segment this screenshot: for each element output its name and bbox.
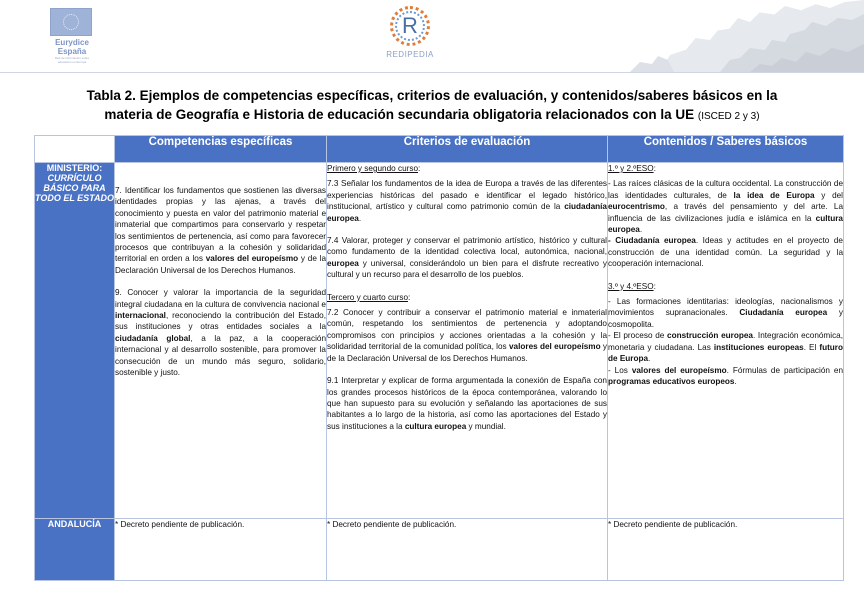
cell-contenidos-andalucia: * Decreto pendiente de publicación. <box>608 519 844 581</box>
redipedia-name: REDIPEDIA <box>386 50 434 59</box>
cell-criterios-andalucia: * Decreto pendiente de publicación. <box>327 519 608 581</box>
page-header <box>0 0 864 73</box>
column-header-contenidos: Contenidos / Saberes básicos <box>608 136 844 163</box>
curriculum-table <box>34 135 844 581</box>
europe-map-icon <box>600 0 864 72</box>
row-header-ministerio: MINISTERIO: CURRÍCULO BÁSICO PARA TODO EL ESTADO <box>35 163 115 519</box>
column-header-criterios: Criterios de evaluación <box>327 136 608 163</box>
row-header-andalucia: ANDALUCÍA <box>35 519 115 581</box>
table-title-line2: materia de Geografía e Historia de educación secundaria obligatoria relacionados con la UE <box>104 107 695 122</box>
redipedia-logo[interactable] <box>375 6 445 68</box>
table-row-andalucia <box>35 519 844 581</box>
eurydice-logo-text: Eurydice España <box>55 38 89 56</box>
table-header-row <box>35 136 844 163</box>
eurydice-logo[interactable] <box>50 8 94 62</box>
eurydice-logo-subtext: Red de información sobre educación en Europa <box>54 56 90 64</box>
column-header-competencias: Competencias específicas <box>115 136 327 163</box>
cell-contenidos-ministerio: 1.º y 2.ºESO: - Las raíces clásicas de la cultura occidental. La construcción de las identidades culturales, de la idea de Europa y del eurocentrismo, a través del pensamiento y del arte. La influencia de las civilizaciones judía e islámica en la cultura europea. - Ciudadanía europea. Ideas y actitudes en el proyecto de construcción de una identidad común. La seguridad y la cooperación internacional. 3.º y 4.ºESO: - Las formaciones identitarias: ideologías, nacionalismos y movimientos supranacionales. Ciudadanía europea y cosmopolita. - El proceso de construcción europea. Integración económica, monetaria y ciudadana. Las instituciones europeas. El futuro de Europa. - Los valores del europeísmo. Fórmulas de participación en programas educativos europeos. <box>608 163 844 519</box>
table-title-line1: Tabla 2. Ejemplos de competencias específicas, criterios de evaluación, y contenidos/saberes básicos en la <box>86 88 778 103</box>
cell-criterios-ministerio: Primero y segundo curso: 7.3 Señalar los fundamentos de la idea de Europa a través de las diferentes experiencias históricas del pasado e identificar el legado histórico, institucional, artístico y cultural como patrimonio común de la ciudadanía europea. 7.4 Valorar, proteger y conservar el patrimonio artístico, histórico y cultural como fundamento de la identidad colectiva local, autonómica, nacional, europea y universal, considerándolo un bien para el disfrute recreativo y cultural y un recurso para el desarrollo de los pueblos. Tercero y cuarto curso: 7.2 Conocer y contribuir a conservar el patrimonio material e inmaterial común, respetando los sentimientos de pertenencia y adoptando compromisos con principios y acciones orientadas a la cohesión y la solidaridad territorial de la comunidad política, los valores del europeísmo y de la Declaración Universal de los Derechos Humanos. 9.1 Interpretar y explicar de forma argumentada la conexión de España con los grandes procesos históricos de la época contemporánea, valorando lo que han supuesto para su evolución y señalando las aportaciones de sus habitantes a lo largo de la historia, así como las aportaciones del Estado y sus instituciones a la cultura europea y mundial. <box>327 163 608 519</box>
table-title-suffix: (ISCED 2 y 3) <box>697 111 760 122</box>
table-row-ministerio <box>35 163 844 519</box>
redipedia-circle-icon: R <box>390 6 430 46</box>
table-title <box>30 86 834 126</box>
eu-flag-icon <box>50 8 92 36</box>
header-blank-cell <box>35 136 115 163</box>
cell-competencias-andalucia: * Decreto pendiente de publicación. <box>115 519 327 581</box>
cell-competencias-ministerio: 7. Identificar los fundamentos que sostienen las diversas identidades propias y las ajenas, a través del conocimiento y puesta en valor del patrimonio material e inmaterial que compartimos para conservarlo y respetar los sentimientos de pertenencia, así como para favorecer procesos que contribuyan a la cohesión y solidaridad territorial en orden a los valores del europeísmo y de la Declaración Universal de los Derechos Humanos. 9. Conocer y valorar la importancia de la seguridad integral ciudadana en la cultura de convivencia nacional e internacional, reconociendo la contribución del Estado, sus instituciones y otras entidades sociales a la ciudadanía global, a la paz, a la cooperación internacional y al desarrollo sostenible, para promover la consecución de un mundo más seguro, solidario, sostenible y justo. <box>115 163 327 519</box>
